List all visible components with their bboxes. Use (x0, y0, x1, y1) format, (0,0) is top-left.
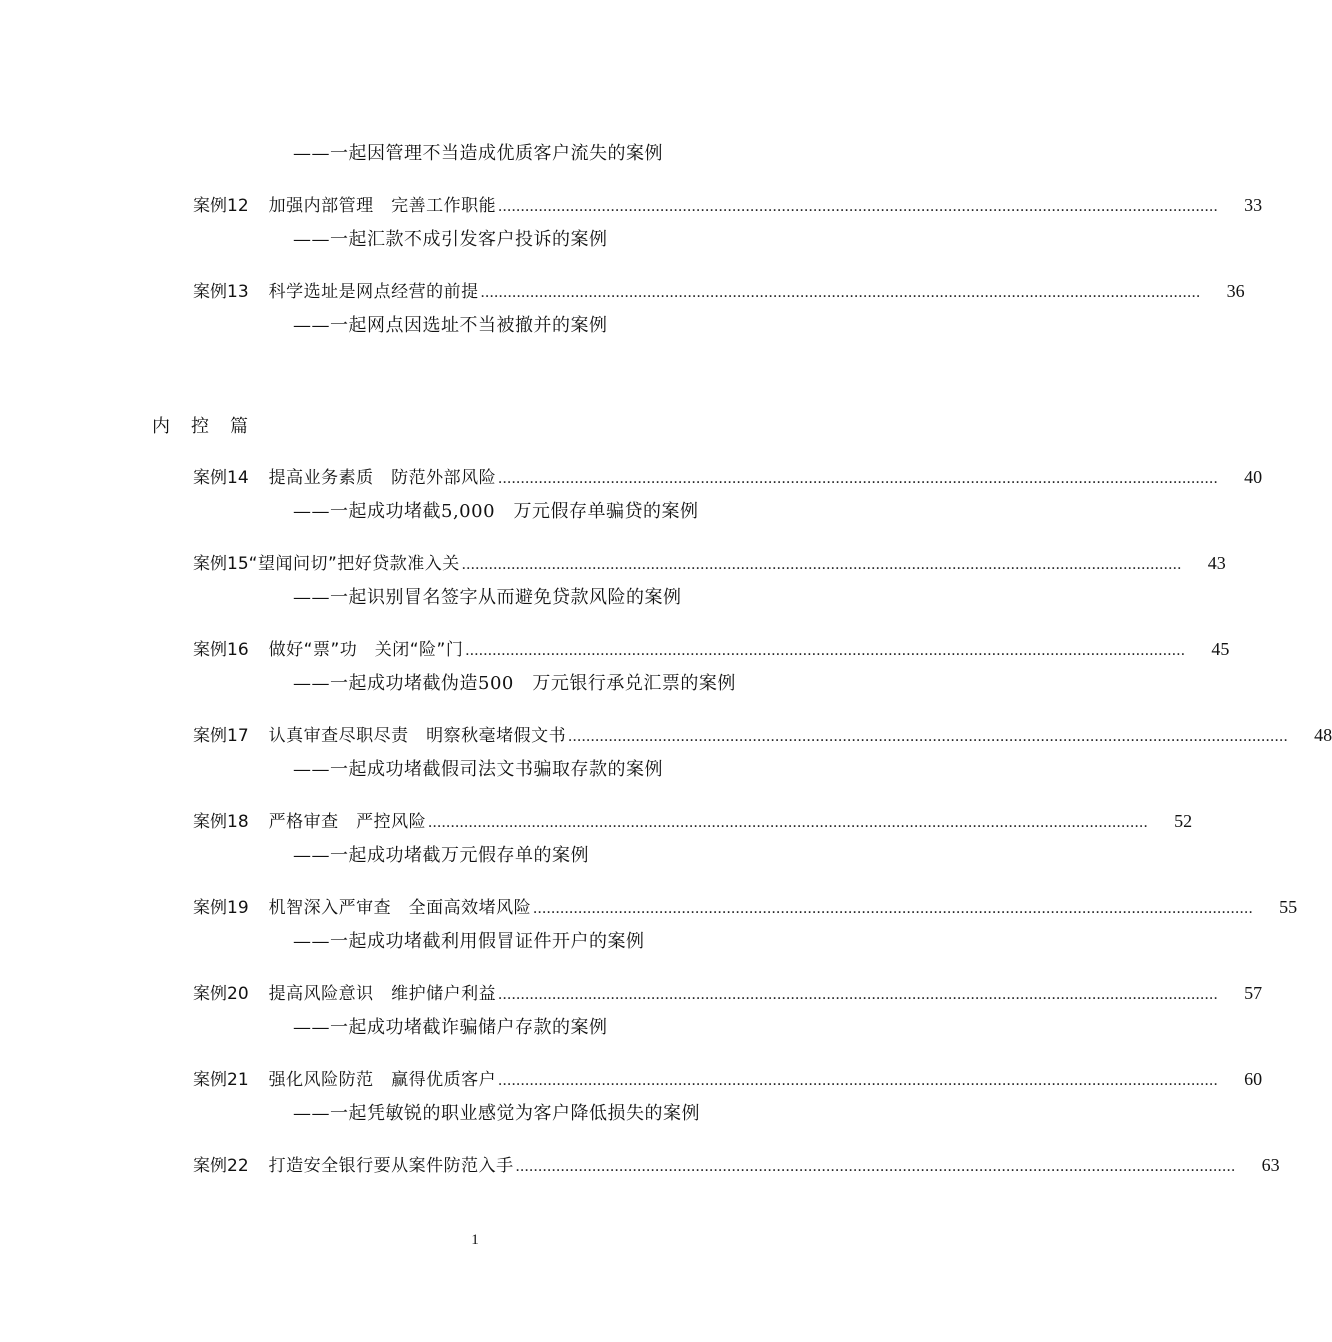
toc-entry-13[interactable] (193, 278, 1245, 304)
dot-leader: ................................................................................................................................................................ (515, 1158, 1236, 1175)
entry-subtitle: ——一起成功堵截诈骗储户存款的案例 (293, 1017, 608, 1038)
toc-entry-17[interactable] (193, 722, 1332, 748)
case-number: 案例13 (193, 282, 249, 302)
dot-leader: ................................................................................................................................................................ (568, 728, 1289, 745)
page-number: 48 (1314, 725, 1332, 745)
dot-leader: ................................................................................................................................................................ (428, 814, 1149, 831)
entry-subtitle: ——一起成功堵截假司法文书骗取存款的案例 (293, 759, 663, 780)
entry-subtitle: ——一起成功堵截伪造500 万元银行承兑汇票的案例 (293, 673, 736, 694)
toc-entry-18[interactable] (193, 808, 1193, 834)
toc-entry-12[interactable] (193, 192, 1263, 218)
dot-leader: ................................................................................................................................................................ (480, 284, 1201, 301)
toc-entry-15[interactable] (193, 550, 1226, 576)
case-number: 案例20 (193, 984, 249, 1004)
page-number: 63 (1261, 1155, 1280, 1175)
entry-subtitle: ——一起成功堵截5,000 万元假存单骗贷的案例 (293, 501, 699, 522)
dot-leader: ................................................................................................................................................................ (498, 986, 1219, 1003)
section-heading: 内控篇 (152, 416, 269, 437)
page-number: 45 (1211, 639, 1230, 659)
toc-entry-19[interactable] (193, 894, 1298, 920)
case-title: 严格审查 严控风险 (268, 812, 427, 832)
case-number: 案例22 (193, 1156, 249, 1176)
entry-subtitle: ——一起凭敏锐的职业感觉为客户降低损失的案例 (293, 1103, 700, 1124)
entry-subtitle: ——一起网点因选址不当被撤并的案例 (293, 315, 608, 336)
case-title: 提高风险意识 维护储户利益 (268, 984, 497, 1004)
case-title: 做好“票”功 关闭“险”门 (268, 640, 464, 660)
dot-leader: ................................................................................................................................................................ (498, 1072, 1219, 1089)
dot-leader: ................................................................................................................................................................ (533, 900, 1254, 917)
case-number: 案例12 (193, 196, 249, 216)
case-number: 案例15 (193, 554, 249, 574)
dot-leader: ................................................................................................................................................................ (498, 198, 1219, 215)
footer-page-number: 1 (471, 1232, 479, 1248)
case-number: 案例18 (193, 812, 249, 832)
page-number: 60 (1244, 1069, 1263, 1089)
page-number: 36 (1226, 281, 1245, 301)
dot-leader: ................................................................................................................................................................ (465, 642, 1186, 659)
page-number: 43 (1207, 553, 1226, 573)
toc-entry-21[interactable] (193, 1066, 1263, 1092)
page-number: 52 (1174, 811, 1193, 831)
page-number: 57 (1244, 983, 1263, 1003)
toc-entry-20[interactable] (193, 980, 1263, 1006)
entry-subtitle: ——一起汇款不成引发客户投诉的案例 (293, 229, 608, 250)
case-title: 科学选址是网点经营的前提 (268, 282, 479, 302)
case-number: 案例21 (193, 1070, 249, 1090)
entry-subtitle: ——一起成功堵截万元假存单的案例 (293, 845, 589, 866)
toc-entry-16[interactable] (193, 636, 1230, 662)
page-number: 40 (1244, 467, 1263, 487)
case-number: 案例19 (193, 898, 249, 918)
case-number: 案例17 (193, 726, 249, 746)
page-number: 55 (1279, 897, 1298, 917)
case-title: 打造安全银行要从案件防范入手 (268, 1156, 514, 1176)
dot-leader: ................................................................................................................................................................ (498, 470, 1219, 487)
case-title: 认真审查尽职尽责 明察秋毫堵假文书 (268, 726, 567, 746)
toc-entry-22[interactable] (193, 1152, 1280, 1178)
page-number: 33 (1244, 195, 1263, 215)
case-title: “望闻问切”把好贷款准入关 (248, 554, 460, 574)
entry-subtitle: ——一起识别冒名签字从而避免贷款风险的案例 (293, 587, 682, 608)
case-title: 加强内部管理 完善工作职能 (268, 196, 497, 216)
dot-leader: ................................................................................................................................................................ (461, 556, 1182, 573)
entry-subtitle: ——一起因管理不当造成优质客户流失的案例 (293, 143, 663, 164)
case-number: 案例16 (193, 640, 249, 660)
case-title: 强化风险防范 赢得优质客户 (268, 1070, 497, 1090)
entry-subtitle: ——一起成功堵截利用假冒证件开户的案例 (293, 931, 645, 952)
case-title: 机智深入严审查 全面高效堵风险 (268, 898, 532, 918)
case-title: 提高业务素质 防范外部风险 (268, 468, 497, 488)
toc-entry-14[interactable] (193, 464, 1263, 490)
case-number: 案例14 (193, 468, 249, 488)
